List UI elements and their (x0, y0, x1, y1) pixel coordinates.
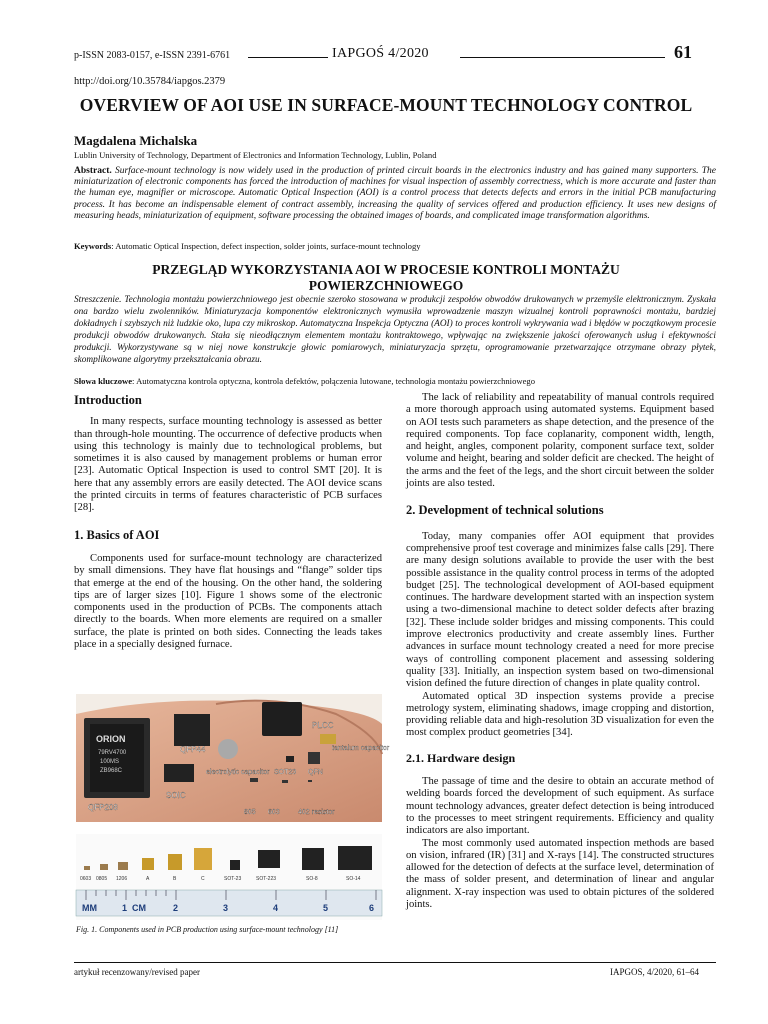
label-plcc: PLCC (312, 721, 334, 730)
chip-text-speed: 100MS (100, 759, 120, 765)
part-label-0603: 0603 (80, 876, 92, 882)
basics-heading: 1. Basics of AOI (74, 527, 160, 542)
footer-rule (74, 962, 716, 963)
qfn-chip (308, 752, 320, 764)
intro-paragraph: In many respects, surface mounting technology is assessed as better than through-hole mounting. The occurrence of defective products when using this technology is mainly due to technological problems, but sometimes it is also caused by management problems or human error [23]. Automatic Optical Inspection is used to control SMT [20]. It is here that any assembly errors are easily detected. The AOI device scans the printed circuits in terms of features characteristic of PCB surfaces [28]. (74, 416, 382, 514)
doi-link[interactable]: http://doi.org/10.35784/iapgos.2379 (74, 76, 226, 87)
development-paragraph: Today, many companies offer AOI equipment that provides comprehensive proof test coverage and minimizes false calls [29]. There are many design solutions available to provide the user with the best possible assistance in the quality control process in terms of the adopted budget [25]. The technological development of AOI-based equipment continues. The hardware development started with an inspection system using a two-dimensional machine to detect solder defects after brazing [32]. These include solder bridges and missing components. This could improve electronics productivity and create assembly lines. Further advances in surface mount technology created a need for more precise ways of controlling component placement and assessing soldering quality [33]. Initially, an inspection system based on two-dimensional vision defined the future direction of changes in plate quality control. (406, 530, 714, 690)
label-qfn: QFN (308, 769, 323, 776)
chip-text-code: ZB968C (100, 768, 123, 774)
label-sot23: SOT23 (274, 769, 297, 776)
header-rule-left (248, 57, 328, 58)
3d-inspection-paragraph: Automated optical 3D inspection systems provide a precise metrology system, eliminating shadows, image cropping and distortion, providing reliable data and high-resolution 3D visualization for even the most complex product geometries [34]. (406, 690, 714, 739)
label-electrolytic: electrolytic capacitor (206, 769, 270, 776)
ruler-label-4: 4 (273, 903, 279, 913)
label-qfp208: QFP208 (88, 803, 118, 812)
ruler-label-mm: MM (82, 903, 97, 913)
journal-name: IAPGOŚ 4/2020 (332, 46, 429, 61)
chip-text-brand: ORION (96, 734, 126, 744)
label-qfp44: QFP44 (180, 745, 206, 754)
hardware-paragraph-1: The passage of time and the desire to obtain an accurate method of welding boards forced the development of such equipment. As surface mount technology advances, greater defect detection is being introduced to the processes to meet stringent requirements. Efficiency and quality indicators are also important. (406, 776, 714, 837)
label-805: 805 (244, 809, 256, 816)
polish-title: PRZEGLĄD WYKORZYSTANIA AOI W PROCESIE KONTROLI MONTAŻU POWIERZCHNIOWEGO (152, 262, 620, 293)
footer-citation: IAPGOS, 4/2020, 61–64 (610, 967, 700, 977)
keywords-label: Keywords (74, 241, 112, 251)
label-tantalum: tantalum capacitor (332, 745, 390, 752)
part-label-0805: 0805 (96, 876, 108, 882)
polish-abstract-text: Technologia montażu powierzchniowego jest obecnie szeroko stosowana w produkcji zespołów obwodów drukowanych w przemyśle elektronicznym. Zyskała ona bardzo wielu zwolenników. Miniaturyzacja komponentów elektronicznych wymusiła wprowadzenie maszyn wizualnej kontroli poprawności montażu, bardziej dokładnych i szybszych niż ludzkie oko, lupa czy mikroskop. Automatyczna Inspekcja Optyczna (AOI) to proces kontroli wykrywania wad i błędów w początkowym procesie produkcji obwodów drukowanych. Stała się nieodłącznym elementem montażu kontraktowego, wpływając na zwiększenie jakości oferowanych usług i efektywności produkcji. Wykorzystywane są w niej nowe konstrukcje głowic pomiarowych, miniaturyzacja sprzętu, oprogramowanie przetwarzające otrzymane obrazy płytek, skomplikowane algorytmy przekształcania obrazu. (74, 295, 716, 365)
development-heading: 2. Development of technical solutions (406, 503, 604, 518)
part-label-so8: SO-8 (306, 876, 318, 882)
aoi-requirements-paragraph: The lack of reliability and repeatability of manual controls required a more thorough approach using automated systems. Equipment based on AOI tests such parameters as shape detection, and the presence of the required components. Top face coplanarity, component width, length, and height, angles, component polarity, component surface text, solder volume and height, bearing and solder deficit are checked. The height of the arms and the feet of the legs, and the short circuit between the solder joints are also tested. (406, 392, 714, 490)
part-label-sot223: SOT-223 (256, 876, 277, 882)
figure-caption: Fig. 1. Components used in PCB production using surface-mount technology [11] (76, 925, 339, 934)
author-affiliation: Lublin University of Technology, Department of Electronics and Information Technology, Lublin, Poland (74, 150, 437, 160)
electrolytic-capacitor (218, 739, 238, 759)
part-label-c: C (201, 876, 205, 882)
ruler-label-5: 5 (323, 903, 329, 913)
part-label-1206: 1206 (116, 876, 128, 882)
figure-1 (76, 694, 390, 920)
footer-review-status: artykuł recenzowany/revised paper (74, 967, 200, 977)
abstract (74, 166, 716, 222)
components-photo (76, 694, 390, 920)
ruler-label-2: 2 (173, 903, 179, 913)
issn-line: p-ISSN 2083-0157, e-ISSN 2391-6761 (74, 50, 231, 61)
keywords-text: : Automatic Optical Inspection, defect inspection, solder joints, surface-mount technology (111, 241, 421, 251)
right-column (406, 392, 714, 911)
polish-abstract (74, 294, 716, 366)
hardware-heading: 2.1. Hardware design (406, 750, 516, 765)
soic-chip (164, 764, 194, 782)
intro-heading: Introduction (74, 393, 142, 407)
plcc-chip (262, 702, 302, 736)
polish-abstract-label: Streszczenie. (74, 295, 122, 305)
part-label-b: B (173, 876, 177, 882)
sot23-chip (286, 756, 294, 762)
part-label-a: A (146, 876, 150, 882)
page-number: 61 (674, 42, 692, 62)
part-label-sot23: SOT-23 (224, 876, 242, 882)
ruler-label-cm: CM (132, 903, 146, 913)
polish-keywords (74, 376, 716, 386)
ruler-label-1: 1 (122, 903, 128, 913)
ruler-label-6: 6 (369, 903, 375, 913)
paper-title: OVERVIEW OF AOI USE IN SURFACE-MOUNT TECHNOLOGY CONTROL (79, 95, 693, 115)
keywords (74, 241, 716, 251)
basics-paragraph: Components used for surface-mount technology are characterized by small dimensions. They have flat housings and “flange” solder tips that emerge at the end of the housing. On the other hand, the soldering tips are of larger sizes [10]. Figure 1 shows some of the electronic components used in the production of PCBs. The components attach directly to the boards. When more elements are required on a smaller surface, the plate is printed on both sides. Connecting the leads takes place in a specially designed furnace. (74, 552, 382, 651)
qfp208-chip (84, 718, 150, 798)
left-column (74, 394, 382, 651)
part-label-so14: SO-14 (346, 876, 361, 882)
polish-keywords-label: Słowa kluczowe (74, 376, 133, 386)
author-name: Magdalena Michalska (74, 133, 198, 148)
qfp44-chip (174, 714, 210, 746)
polish-keywords-text: : Automatyczna kontrola optyczna, kontrola defektów, połączenia lutowane, technologia montażu powierzchniowego (132, 376, 535, 386)
label-603: 603 (268, 809, 280, 816)
abstract-text: Surface-mount technology is now widely used in the production of printed circuit boards in the electronics industry and has gained many supporters. The miniaturization of electronic components has forced the introduction of machines for visual inspection of assembly correctness, which is more accurate and faster than the human eye, magnifier or microscope. Automatic Optical Inspection (AOI) is a control process that detects defects and errors in the initial PCB manufacturing process. It has become an indispensable element of contract assembly, increasing the quality of services offered and production efficiency. It uses new designs of measuring heads, miniaturization of equipment, software processing the obtained images of boards, and complicated image transformation algorithms. (74, 166, 716, 221)
hardware-paragraph-2: The most commonly used automated inspection methods are based on vision, infrared (IR) [31] and X-rays [14]. The constructed structures allowed for the detection of defects at the surface level, determination of the mass of solder present, and determination of linear and angular alignment. X-ray inspection was used to obtain pictures of the soldered joints. (406, 837, 714, 910)
label-402-resistor: 402 resistor (298, 809, 335, 816)
abstract-label: Abstract. (74, 166, 112, 176)
ruler-label-3: 3 (223, 903, 229, 913)
header-rule-right (460, 57, 665, 58)
label-soic: SOIC (166, 791, 186, 800)
tantalum-capacitor (320, 734, 336, 744)
chip-text-model: 79RV4700 (98, 750, 127, 756)
